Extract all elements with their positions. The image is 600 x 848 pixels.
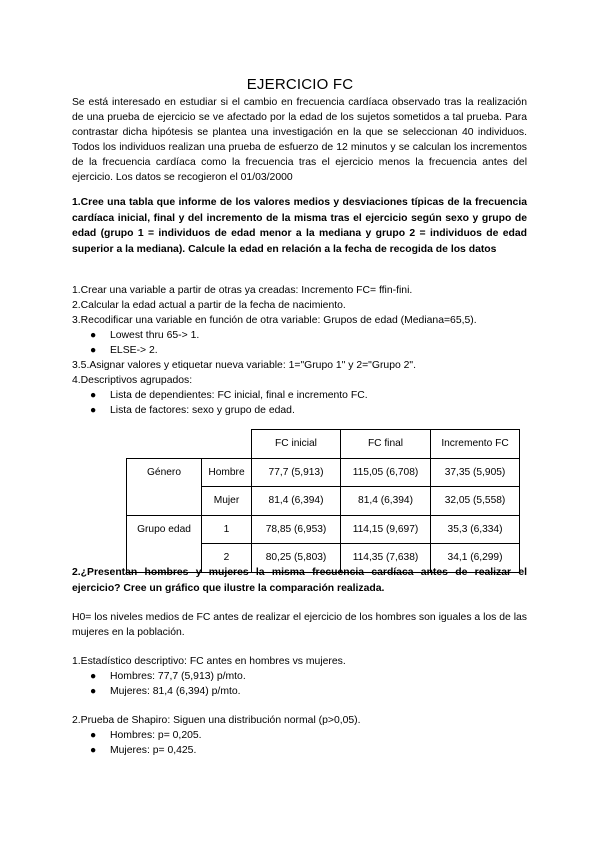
stat-descriptive: 1.Estadístico descriptivo: FC antes en hombres vs mujeres. bbox=[72, 656, 346, 667]
bullet-icon: ● bbox=[90, 330, 97, 341]
descriptive-section bbox=[72, 654, 532, 699]
group-label-genero: Género bbox=[127, 458, 202, 515]
stat-shapiro: 2.Prueba de Shapiro: Siguen una distribución normal (p>0,05). bbox=[72, 715, 361, 726]
bullet-icon: ● bbox=[90, 405, 97, 416]
bullet-icon: ● bbox=[90, 686, 97, 697]
list-item: ● Mujeres: p= 0,425. bbox=[90, 745, 197, 756]
row-label: Mujer bbox=[202, 487, 252, 516]
table-cell: 81,4 (6,394) bbox=[252, 487, 341, 516]
table-cell: 78,85 (6,953) bbox=[252, 515, 341, 544]
step-2: 2.Calcular la edad actual a partir de la fecha de nacimiento. bbox=[72, 300, 346, 311]
bullet-icon: ● bbox=[90, 345, 97, 356]
list-item: ● Lowest thru 65-> 1. bbox=[90, 330, 200, 341]
page-title: EJERCICIO FC bbox=[246, 76, 354, 93]
bullet-icon: ● bbox=[90, 745, 97, 756]
table-cell: 80,25 (5,803) bbox=[252, 544, 341, 573]
table-row bbox=[127, 458, 520, 487]
list-item: ● Lista de dependientes: FC inicial, final e incremento FC. bbox=[90, 390, 368, 401]
table-cell: 35,3 (6,334) bbox=[431, 515, 520, 544]
row-label: 2 bbox=[202, 544, 252, 573]
row-label: Hombre bbox=[202, 458, 252, 487]
table-cell: 37,35 (5,905) bbox=[431, 458, 520, 487]
shapiro-section bbox=[72, 713, 532, 758]
col-header: FC final bbox=[341, 430, 431, 459]
table-cell: 77,7 (5,913) bbox=[252, 458, 341, 487]
list-item: ● Lista de factores: sexo y grupo de edad. bbox=[90, 405, 295, 416]
row-label: 1 bbox=[202, 515, 252, 544]
list-item: ● ELSE-> 2. bbox=[90, 345, 158, 356]
list-item: ● Mujeres: 81,4 (6,394) p/mto. bbox=[90, 686, 241, 697]
step-4: 4.Descriptivos agrupados: bbox=[72, 375, 193, 386]
intro-paragraph: Se está interesado en estudiar si el cambio en frecuencia cardíaca observado tras la realización de una prueba de ejercicio se ve afectado por la edad de los sujetos sometidos a tal prueba. Para contrastar dicha hipótesis se plantea una investigación en la que se seleccionan 40 individuos. Todos los individuos realizan una prueba de esfuerzo de 12 minutos y se calculan los incrementos de la frecuencia cardíaca como la frecuencia tras el ejercicio menos la frecuencia antes del ejercicio. Los datos se recogieron el 01/03/2000 bbox=[72, 97, 527, 183]
group-label-edad: Grupo edad bbox=[127, 515, 202, 572]
hypothesis-h0: H0= los niveles medios de FC antes de realizar el ejercicio de los hombres son iguales a los de las mujeres en la población. bbox=[72, 612, 527, 638]
list-item: ● Hombres: 77,7 (5,913) p/mto. bbox=[90, 671, 246, 682]
bullet-icon: ● bbox=[90, 390, 97, 401]
results-table bbox=[126, 429, 520, 573]
step-1: 1.Crear una variable a partir de otras ya creadas: Incremento FC= ffin-fini. bbox=[72, 285, 413, 296]
table-row bbox=[127, 515, 520, 544]
table-cell: 81,4 (6,394) bbox=[341, 487, 431, 516]
list-item: ● Hombres: p= 0,205. bbox=[90, 730, 202, 741]
bullet-icon: ● bbox=[90, 671, 97, 682]
table-cell: 115,05 (6,708) bbox=[341, 458, 431, 487]
table-cell: 114,35 (7,638) bbox=[341, 544, 431, 573]
table-header-row bbox=[127, 430, 520, 459]
table-cell: 32,05 (5,558) bbox=[431, 487, 520, 516]
question-2: 2.¿Presentan hombres y mujeres la misma frecuencia cardíaca antes de realizar el ejercicio? Cree un gráfico que ilustre la comparación realizada. bbox=[72, 567, 527, 594]
col-header: FC inicial bbox=[252, 430, 341, 459]
steps-list bbox=[72, 283, 532, 418]
table-cell: 34,1 (6,299) bbox=[431, 544, 520, 573]
question-1: 1.Cree una tabla que informe de los valores medios y desviaciones típicas de la frecuencia cardíaca inicial, final y del incremento de la misma tras el ejercicio según sexo y grupo de edad (grupo 1 = individuos de edad menor a la mediana y grupo 2 = individuos de edad superior a la mediana). Calcule la edad en relación a la fecha de recogida de los datos bbox=[72, 197, 527, 255]
step-3-5: 3.5.Asignar valores y etiquetar nueva variable: 1="Grupo 1" y 2="Grupo 2". bbox=[72, 360, 416, 371]
col-header: Incremento FC bbox=[431, 430, 520, 459]
bullet-icon: ● bbox=[90, 730, 97, 741]
step-3: 3.Recodificar una variable en función de otra variable: Grupos de edad (Mediana=65,5). bbox=[72, 315, 477, 326]
table-cell: 114,15 (9,697) bbox=[341, 515, 431, 544]
